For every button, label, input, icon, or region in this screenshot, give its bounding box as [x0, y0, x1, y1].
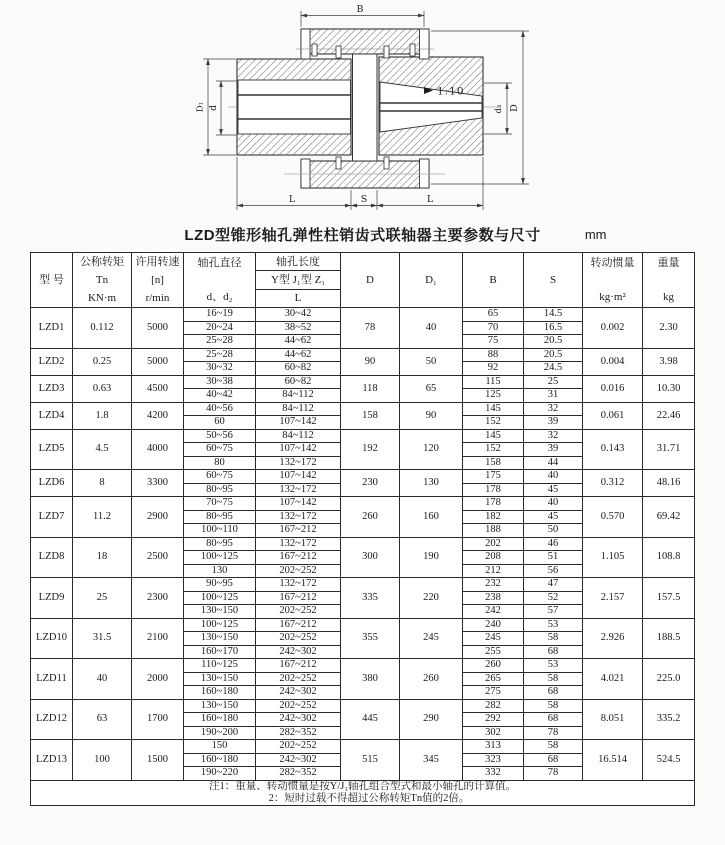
model-cell: LZD8 [31, 537, 73, 578]
dimension-B-cell: 282 [463, 699, 524, 713]
diameter-D-cell: 335 [341, 578, 400, 619]
speed-cell: 2900 [132, 497, 184, 538]
weight-cell: 10.30 [643, 375, 695, 402]
inertia-cell: 0.143 [583, 429, 643, 470]
dimension-S-cell: 78 [524, 767, 583, 781]
bore-diameter-cell: 190~200 [184, 726, 256, 740]
bore-diameter-cell: 60~75 [184, 443, 256, 457]
diameter-D-cell: 355 [341, 618, 400, 659]
bore-length-cell: 167~212 [256, 591, 341, 605]
pin-detail [312, 44, 317, 56]
dimension-S-cell: 53 [524, 659, 583, 673]
bore-diameter-cell: 130~150 [184, 632, 256, 646]
weight-cell: 2.30 [643, 308, 695, 349]
dimension-S-cell: 14.5 [524, 308, 583, 322]
pin-detail [336, 46, 341, 58]
bore-diameter-cell: 160~170 [184, 645, 256, 659]
dimension-S-cell: 32 [524, 402, 583, 416]
bore-length-cell: 167~212 [256, 659, 341, 673]
bore-diameter-cell: 30~38 [184, 375, 256, 389]
dim-label-l-right: L [426, 194, 434, 205]
diameter-D1-cell: 40 [400, 308, 463, 349]
diameter-D1-cell: 50 [400, 348, 463, 375]
diameter-D1-cell: 130 [400, 470, 463, 497]
header-torque: 公称转矩 Tn KN·m [73, 253, 132, 308]
bore-diameter-cell: 190~220 [184, 767, 256, 781]
dimension-S-cell: 47 [524, 578, 583, 592]
bore-length-cell: 84~112 [256, 429, 341, 443]
bore-length-cell: 44~62 [256, 335, 341, 349]
bore-diameter-cell: 130~150 [184, 699, 256, 713]
dim-label-D1: D₁ [195, 101, 206, 113]
weight-cell: 157.5 [643, 578, 695, 619]
header-model: 型 号 [31, 253, 73, 308]
dimension-B-cell: 70 [463, 321, 524, 335]
dimension-S-cell: 68 [524, 645, 583, 659]
bore-diameter-cell: 80~95 [184, 483, 256, 497]
bore-length-cell: 242~302 [256, 713, 341, 727]
bore-length-cell: 132~172 [256, 578, 341, 592]
dimension-B-cell: 332 [463, 767, 524, 781]
model-cell: LZD11 [31, 659, 73, 700]
dimension-B-cell: 115 [463, 375, 524, 389]
dimension-S-cell: 68 [524, 713, 583, 727]
bore-diameter-cell: 100~110 [184, 524, 256, 538]
bore-length-cell: 107~142 [256, 416, 341, 430]
diameter-D1-cell: 245 [400, 618, 463, 659]
dimension-B-cell: 158 [463, 456, 524, 470]
inertia-cell: 0.312 [583, 470, 643, 497]
bore-length-cell: 107~142 [256, 497, 341, 511]
speed-cell: 4000 [132, 429, 184, 470]
dimension-S-cell: 46 [524, 537, 583, 551]
table-row [31, 375, 695, 389]
bore-diameter-cell: 40~56 [184, 402, 256, 416]
bore-diameter-cell: 130~150 [184, 672, 256, 686]
diameter-D1-cell: 345 [400, 740, 463, 781]
bore-length-cell: 60~82 [256, 375, 341, 389]
dimension-S-cell: 44 [524, 456, 583, 470]
bore-length-cell: 202~252 [256, 564, 341, 578]
speed-cell: 4200 [132, 402, 184, 429]
torque-cell: 100 [73, 740, 132, 781]
dimension-S-cell: 58 [524, 672, 583, 686]
speed-cell: 1700 [132, 699, 184, 740]
diameter-D1-cell: 120 [400, 429, 463, 470]
bore-length-cell: 202~252 [256, 740, 341, 754]
inertia-cell: 2.157 [583, 578, 643, 619]
dimension-B-cell: 292 [463, 713, 524, 727]
table-row [31, 740, 695, 754]
header-S: S [524, 253, 583, 308]
model-cell: LZD10 [31, 618, 73, 659]
diameter-D1-cell: 190 [400, 537, 463, 578]
dimension-S-cell: 78 [524, 726, 583, 740]
header-bore-diameter: 轴孔直径 d、d₂ [184, 253, 256, 308]
pin-detail [410, 44, 415, 56]
model-cell: LZD13 [31, 740, 73, 781]
bore-diameter-cell: 100~125 [184, 618, 256, 632]
bore-diameter-cell: 90~95 [184, 578, 256, 592]
model-cell: LZD6 [31, 470, 73, 497]
torque-cell: 25 [73, 578, 132, 619]
weight-cell: 335.2 [643, 699, 695, 740]
bore-length-cell: 84~112 [256, 389, 341, 403]
dim-label-D: D [509, 104, 520, 112]
inertia-cell: 4.021 [583, 659, 643, 700]
weight-cell: 225.0 [643, 659, 695, 700]
dimension-B-cell: 92 [463, 362, 524, 376]
inertia-cell: 2.926 [583, 618, 643, 659]
diameter-D-cell: 230 [341, 470, 400, 497]
model-cell: LZD4 [31, 402, 73, 429]
dimension-S-cell: 24.5 [524, 362, 583, 376]
bore-length-cell: 132~172 [256, 510, 341, 524]
dimension-S-cell: 45 [524, 483, 583, 497]
center-gap [353, 55, 378, 161]
bore-diameter-cell: 70~75 [184, 497, 256, 511]
dimension-B-cell: 212 [463, 564, 524, 578]
dimension-S-cell: 31 [524, 389, 583, 403]
dimension-B-cell: 265 [463, 672, 524, 686]
dimension-S-cell: 58 [524, 699, 583, 713]
bore-length-cell: 282~352 [256, 726, 341, 740]
speed-cell: 2000 [132, 659, 184, 700]
bore-length-cell: 44~62 [256, 348, 341, 362]
diameter-D-cell: 445 [341, 699, 400, 740]
header-B: B [463, 253, 524, 308]
torque-cell: 63 [73, 699, 132, 740]
dim-label-s: S [360, 194, 368, 205]
dimension-B-cell: 65 [463, 308, 524, 322]
title-row [31, 224, 695, 246]
dimension-B-cell: 182 [463, 510, 524, 524]
pin-detail [384, 46, 389, 58]
model-cell: LZD2 [31, 348, 73, 375]
dimension-B-cell: 240 [463, 618, 524, 632]
bore-length-cell: 132~172 [256, 537, 341, 551]
bore-length-cell: 84~112 [256, 402, 341, 416]
table-row [31, 699, 695, 713]
unit-label: mm [584, 227, 607, 242]
bore-diameter-cell: 130 [184, 564, 256, 578]
bore-length-cell: 202~252 [256, 699, 341, 713]
dimension-S-cell: 25 [524, 375, 583, 389]
table-row [31, 537, 695, 551]
bore-diameter-cell: 80 [184, 456, 256, 470]
dimension-B-cell: 245 [463, 632, 524, 646]
table-header-row [31, 253, 695, 308]
header-speed: 许用转速 [n] r/min [132, 253, 184, 308]
bore-length-cell: 167~212 [256, 551, 341, 565]
table-row [31, 578, 695, 592]
notes-row [31, 780, 695, 805]
bore-length-cell: 132~172 [256, 483, 341, 497]
dimension-S-cell: 20.5 [524, 348, 583, 362]
diameter-D-cell: 515 [341, 740, 400, 781]
table-row [31, 402, 695, 416]
table-row [31, 497, 695, 511]
bore-diameter-cell: 110~125 [184, 659, 256, 673]
note-2: 2：短时过载不得超过公称转矩Tn值的2倍。 [268, 792, 470, 804]
dimension-S-cell: 40 [524, 470, 583, 484]
weight-cell: 48.16 [643, 470, 695, 497]
model-cell: LZD9 [31, 578, 73, 619]
inertia-cell: 0.061 [583, 402, 643, 429]
bore-diameter-cell: 50~56 [184, 429, 256, 443]
pin-detail [336, 157, 341, 169]
diameter-D-cell: 118 [341, 375, 400, 402]
weight-cell: 108.8 [643, 537, 695, 578]
model-cell: LZD12 [31, 699, 73, 740]
dimension-B-cell: 178 [463, 483, 524, 497]
inertia-cell: 0.016 [583, 375, 643, 402]
dimension-B-cell: 75 [463, 335, 524, 349]
dimension-B-cell: 88 [463, 348, 524, 362]
bore-diameter-cell: 80~95 [184, 537, 256, 551]
inertia-cell: 8.051 [583, 699, 643, 740]
bore-length-cell: 202~252 [256, 632, 341, 646]
speed-cell: 1500 [132, 740, 184, 781]
taper-label: 1:10 [437, 85, 465, 98]
torque-cell: 4.5 [73, 429, 132, 470]
dimension-B-cell: 175 [463, 470, 524, 484]
torque-cell: 31.5 [73, 618, 132, 659]
dim-label-b: B [356, 4, 364, 15]
bore-length-cell: 167~212 [256, 524, 341, 538]
torque-cell: 18 [73, 537, 132, 578]
dimension-S-cell: 58 [524, 740, 583, 754]
coupling-section-drawing [0, 0, 725, 220]
table-row [31, 308, 695, 322]
bore-diameter-cell: 25~28 [184, 335, 256, 349]
speed-cell: 3300 [132, 470, 184, 497]
bore-diameter-cell: 30~32 [184, 362, 256, 376]
dimension-B-cell: 232 [463, 578, 524, 592]
dimension-B-cell: 260 [463, 659, 524, 673]
inertia-cell: 16.514 [583, 740, 643, 781]
bore-diameter-cell: 80~95 [184, 510, 256, 524]
dimension-B-cell: 255 [463, 645, 524, 659]
bore-diameter-cell: 160~180 [184, 753, 256, 767]
bore-diameter-cell: 16~19 [184, 308, 256, 322]
speed-cell: 2300 [132, 578, 184, 619]
inertia-cell: 0.570 [583, 497, 643, 538]
inertia-cell: 0.002 [583, 308, 643, 349]
dimension-S-cell: 68 [524, 686, 583, 700]
dimension-B-cell: 152 [463, 443, 524, 457]
model-cell: LZD3 [31, 375, 73, 402]
bore-diameter-cell: 60~75 [184, 470, 256, 484]
inertia-cell: 1.105 [583, 537, 643, 578]
diameter-D1-cell: 290 [400, 699, 463, 740]
weight-cell: 22.46 [643, 402, 695, 429]
bore-diameter-cell: 160~180 [184, 713, 256, 727]
header-D: D [341, 253, 400, 308]
header-weight: 重量 kg [643, 253, 695, 308]
header-inertia: 转动惯量 kg·m² [583, 253, 643, 308]
torque-cell: 40 [73, 659, 132, 700]
diameter-D-cell: 380 [341, 659, 400, 700]
dim-label-l-left: L [288, 194, 296, 205]
dimension-S-cell: 50 [524, 524, 583, 538]
diameter-D-cell: 158 [341, 402, 400, 429]
dim-label-d: d [209, 105, 219, 111]
diameter-D-cell: 300 [341, 537, 400, 578]
table-row [31, 470, 695, 484]
dimension-B-cell: 313 [463, 740, 524, 754]
dimension-S-cell: 51 [524, 551, 583, 565]
dim-d [216, 81, 237, 135]
diameter-D-cell: 90 [341, 348, 400, 375]
dimension-S-cell: 68 [524, 753, 583, 767]
weight-cell: 188.5 [643, 618, 695, 659]
diameter-D-cell: 260 [341, 497, 400, 538]
sleeve-bottom-flange [301, 161, 429, 188]
model-cell: LZD7 [31, 497, 73, 538]
bore-length-cell: 132~172 [256, 456, 341, 470]
dimension-B-cell: 145 [463, 429, 524, 443]
dimension-S-cell: 39 [524, 416, 583, 430]
dimension-B-cell: 238 [463, 591, 524, 605]
torque-cell: 1.8 [73, 402, 132, 429]
diameter-D1-cell: 220 [400, 578, 463, 619]
torque-cell: 0.25 [73, 348, 132, 375]
diameter-D-cell: 78 [341, 308, 400, 349]
model-cell: LZD5 [31, 429, 73, 470]
diameter-D1-cell: 90 [400, 402, 463, 429]
table-row [31, 618, 695, 632]
weight-cell: 524.5 [643, 740, 695, 781]
dimension-S-cell: 32 [524, 429, 583, 443]
speed-cell: 4500 [132, 375, 184, 402]
left-bore [238, 80, 351, 134]
bore-length-cell: 282~352 [256, 767, 341, 781]
bore-length-cell: 202~252 [256, 605, 341, 619]
bore-diameter-cell: 20~24 [184, 321, 256, 335]
dimension-S-cell: 56 [524, 564, 583, 578]
bore-diameter-cell: 100~125 [184, 591, 256, 605]
bore-length-cell: 242~302 [256, 645, 341, 659]
bore-diameter-cell: 150 [184, 740, 256, 754]
header-bore-length: 轴孔长度 Y型 J₁型 Z₁ L [256, 253, 341, 308]
dimension-S-cell: 39 [524, 443, 583, 457]
pin-detail [384, 157, 389, 169]
inertia-cell: 0.004 [583, 348, 643, 375]
bore-diameter-cell: 100~125 [184, 551, 256, 565]
dimension-B-cell: 125 [463, 389, 524, 403]
page-title: LZD型锥形轴孔弹性柱销齿式联轴器主要参数与尺寸 [184, 227, 541, 244]
diameter-D-cell: 192 [341, 429, 400, 470]
speed-cell: 2100 [132, 618, 184, 659]
bore-diameter-cell: 160~180 [184, 686, 256, 700]
weight-cell: 3.98 [643, 348, 695, 375]
bore-length-cell: 107~142 [256, 470, 341, 484]
table-row [31, 348, 695, 362]
diameter-D1-cell: 160 [400, 497, 463, 538]
bore-length-cell: 202~252 [256, 672, 341, 686]
torque-cell: 8 [73, 470, 132, 497]
bore-length-cell: 242~302 [256, 686, 341, 700]
bore-length-cell: 242~302 [256, 753, 341, 767]
model-cell: LZD1 [31, 308, 73, 349]
speed-cell: 2500 [132, 537, 184, 578]
torque-cell: 11.2 [73, 497, 132, 538]
dimension-B-cell: 208 [463, 551, 524, 565]
dimension-S-cell: 40 [524, 497, 583, 511]
bore-length-cell: 167~212 [256, 618, 341, 632]
table-row [31, 659, 695, 673]
coupling-drawing [0, 0, 725, 220]
bore-diameter-cell: 40~42 [184, 389, 256, 403]
dimension-B-cell: 152 [463, 416, 524, 430]
dimension-S-cell: 58 [524, 632, 583, 646]
bore-length-cell: 30~42 [256, 308, 341, 322]
diameter-D1-cell: 260 [400, 659, 463, 700]
torque-cell: 0.112 [73, 308, 132, 349]
dimension-S-cell: 52 [524, 591, 583, 605]
dimension-S-cell: 53 [524, 618, 583, 632]
bore-length-cell: 60~82 [256, 362, 341, 376]
weight-cell: 69.42 [643, 497, 695, 538]
diameter-D1-cell: 65 [400, 375, 463, 402]
bore-length-cell: 107~142 [256, 443, 341, 457]
dimension-B-cell: 302 [463, 726, 524, 740]
dimension-B-cell: 145 [463, 402, 524, 416]
dimension-S-cell: 20.5 [524, 335, 583, 349]
bore-diameter-cell: 25~28 [184, 348, 256, 362]
bore-length-cell: 38~52 [256, 321, 341, 335]
speed-cell: 5000 [132, 308, 184, 349]
torque-cell: 0.63 [73, 375, 132, 402]
header-D1: D₁ [400, 253, 463, 308]
table-row [31, 429, 695, 443]
note-1: 注1：重量、转动惯量是按Y/J₁轴孔组合型式和最小轴孔的计算值。 [209, 780, 516, 792]
dimension-S-cell: 45 [524, 510, 583, 524]
bore-diameter-cell: 60 [184, 416, 256, 430]
dimension-B-cell: 202 [463, 537, 524, 551]
dimension-S-cell: 57 [524, 605, 583, 619]
dimension-B-cell: 178 [463, 497, 524, 511]
speed-cell: 5000 [132, 348, 184, 375]
table-notes [31, 780, 695, 805]
dimension-B-cell: 323 [463, 753, 524, 767]
dimension-S-cell: 16.5 [524, 321, 583, 335]
bore-diameter-cell: 130~150 [184, 605, 256, 619]
dim-label-d2: d₂ [494, 104, 504, 114]
dimension-B-cell: 242 [463, 605, 524, 619]
dimension-B-cell: 188 [463, 524, 524, 538]
weight-cell: 31.71 [643, 429, 695, 470]
dimension-B-cell: 275 [463, 686, 524, 700]
parameters-table [30, 252, 695, 806]
